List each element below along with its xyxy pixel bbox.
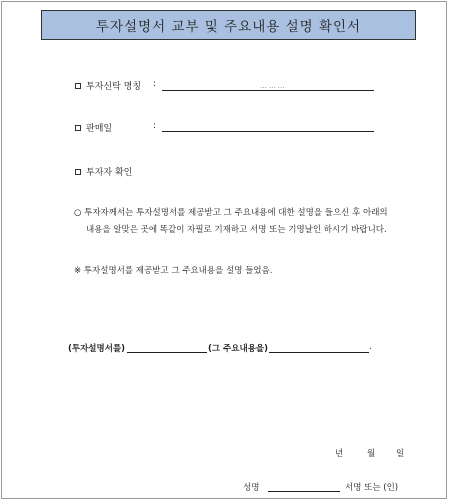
fill-part1-label: (투자설명서를): [68, 344, 126, 354]
reference-mark-icon: ※: [74, 266, 82, 276]
checkbox-investor-confirm[interactable]: [75, 169, 81, 175]
date-year-label: 년: [335, 449, 344, 459]
trust-name-field[interactable]: [162, 90, 374, 91]
signature-suffix: 서명 또는 (인): [345, 483, 399, 493]
date-day-label: 일: [396, 449, 405, 459]
trust-name-partial-text: ... ... ...: [260, 82, 285, 90]
label-investor-confirm: 투자자 확인: [86, 168, 133, 178]
label-sale-date: 판매일: [86, 124, 113, 134]
fill-period: .: [369, 342, 372, 352]
fill-part2-field[interactable]: [269, 352, 369, 353]
notice-paragraph: [74, 205, 388, 239]
notice-text-1: 투자자께서는 투자설명서를 제공받고 그 주요내용에 대한 설명을 들으신 후 아래의: [84, 208, 388, 218]
fill-part1-field[interactable]: [127, 352, 207, 353]
sale-date-field[interactable]: [162, 131, 374, 132]
signature-field[interactable]: [268, 491, 340, 492]
document-title: [41, 10, 416, 40]
title-text: 투자설명서 교부 및 주요내용 설명 확인서: [95, 19, 362, 35]
date-month-label: 월: [367, 449, 376, 459]
checkbox-sale-date[interactable]: [75, 125, 81, 131]
notice-line-2: 내용을 알맞은 곳에 똑같이 자필로 기재하고 서명 또는 기명날인 하시기 바랍니다.: [86, 225, 387, 235]
fill-part2-label: (그 주요내용을): [208, 344, 268, 354]
colon: :: [153, 79, 157, 89]
notice-line-1: [74, 205, 388, 222]
label-trust-name: 투자신탁 명칭: [86, 82, 142, 92]
document-frame: [1, 1, 447, 499]
circle-bullet-icon: ○: [74, 208, 82, 218]
colon: :: [153, 121, 157, 131]
example-text: 투자설명서를 제공받고 그 주요내용을 설명 들었음.: [83, 266, 273, 276]
checkbox-trust-name[interactable]: [75, 83, 81, 89]
signature-name-label: 성명: [243, 483, 260, 493]
example-line: [74, 263, 272, 280]
